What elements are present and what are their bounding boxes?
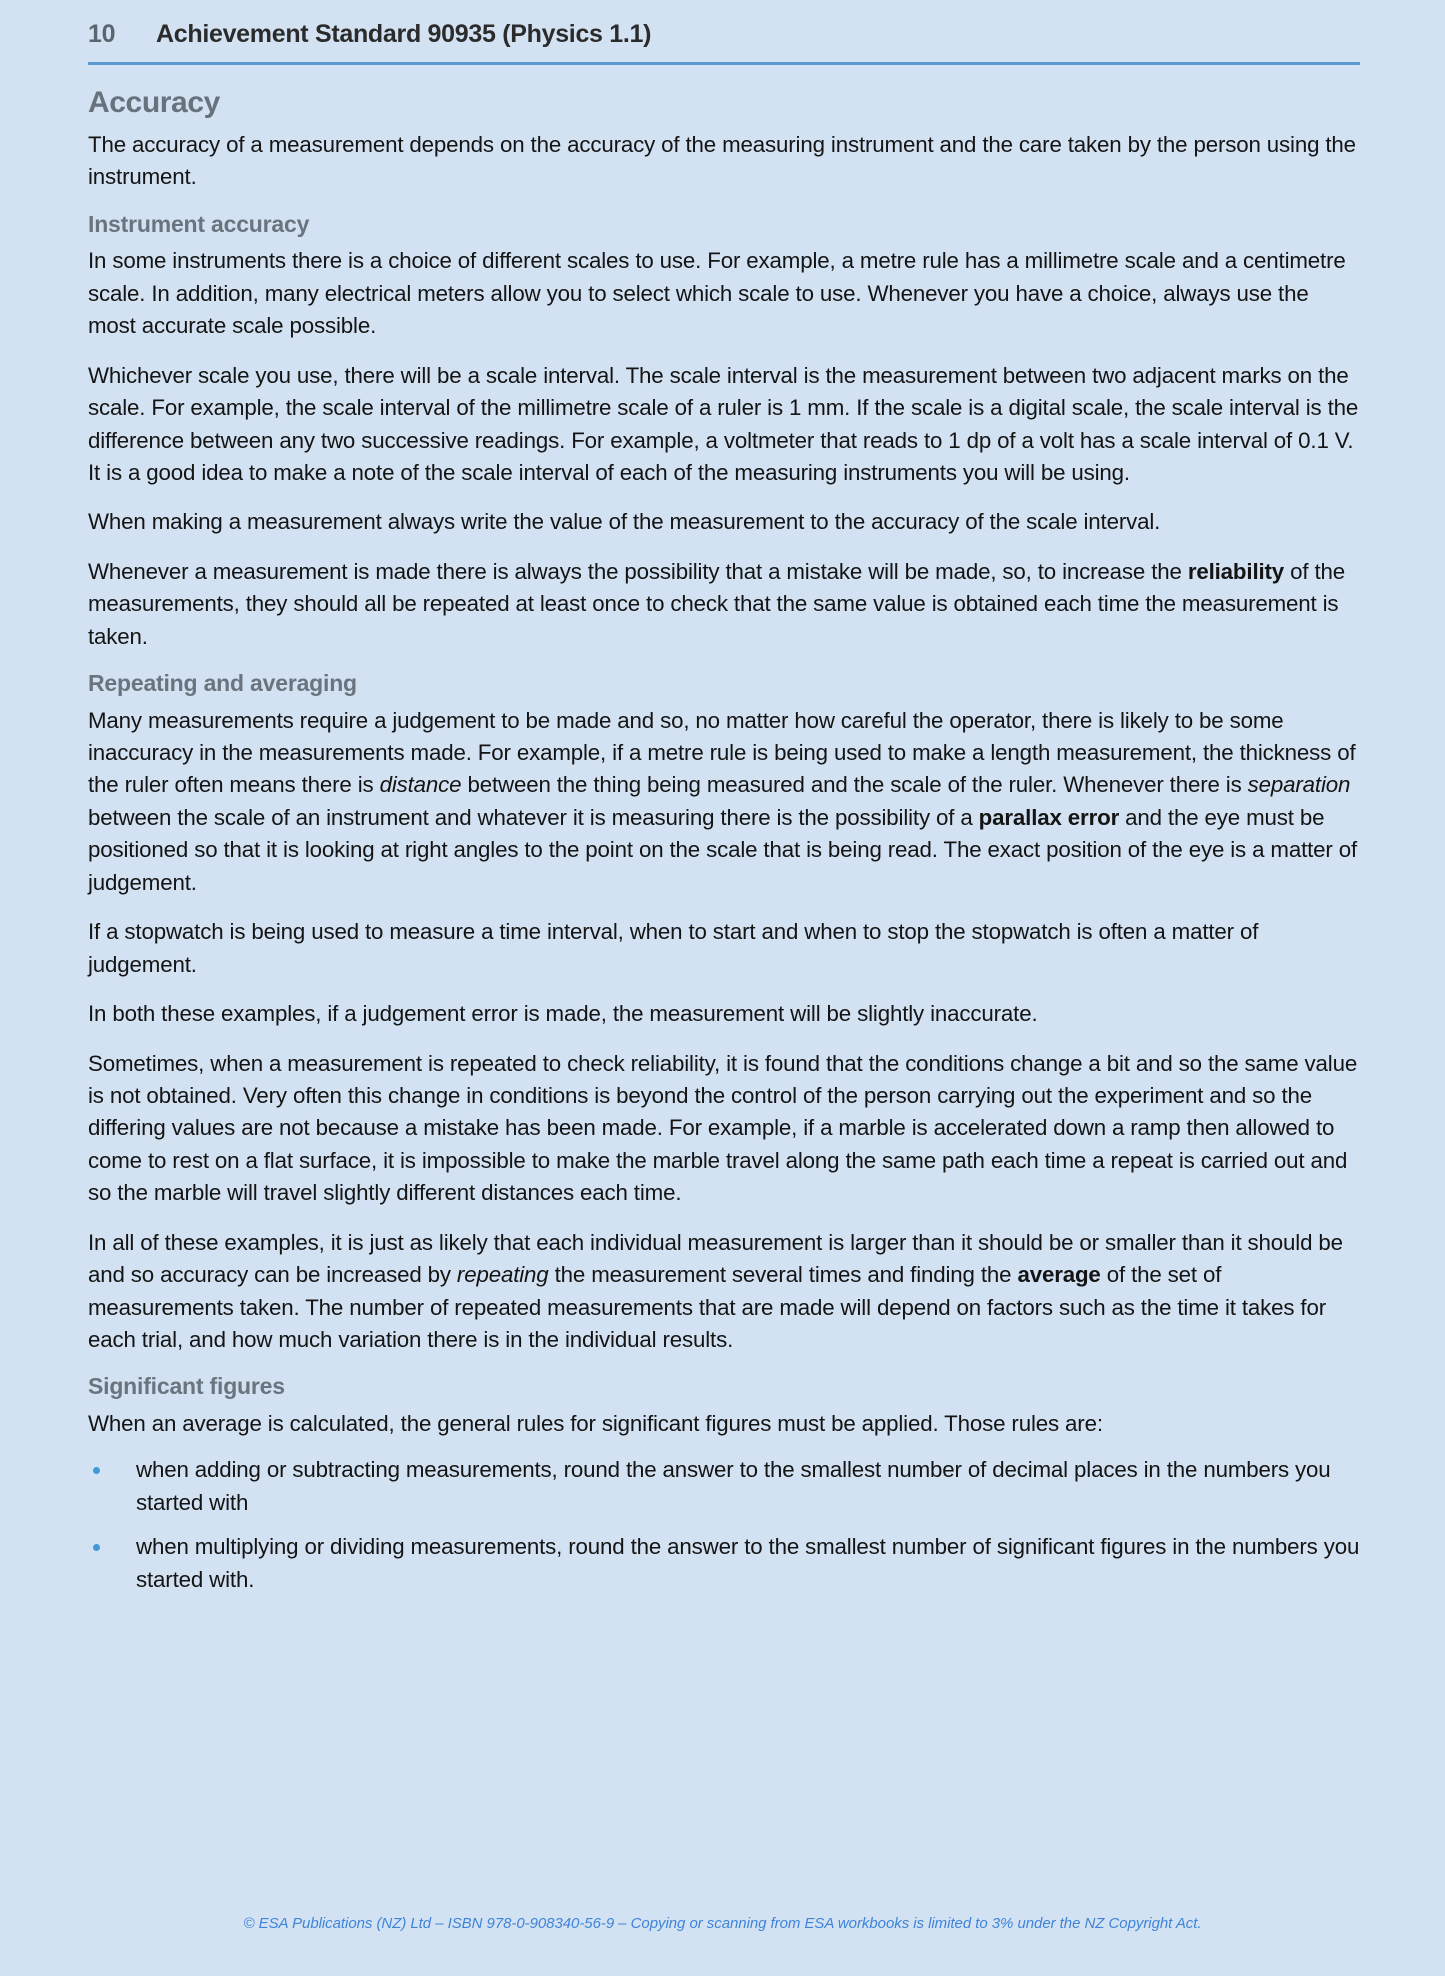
parallax-text-part3: between the scale of an instrument and whatever it is measuring there is the possibility of a	[88, 804, 979, 830]
bullet-dot-icon	[93, 1544, 100, 1551]
subheading-significant-figures: Significant figures	[88, 1373, 285, 1400]
paragraph-scale-interval: Whichever scale you use, there will be a scale interval. The scale interval is the measurement between two adjacent marks on the scale. For example, the scale interval of the millimetre scale of a ruler is 1 mm. If the scale is a digital scale, the scale interval is the difference between any two successive readings. For example, a voltmeter that reads to 1 dp of a volt has a scale interval of 0.1 V. It is a good idea to make a note of the scale interval of each of the measuring instruments you will be using.	[88, 362, 1359, 485]
paragraph-scales: In some instruments there is a choice of different scales to use. For example, a metre rule has a millimetre scale and a centimetre scale. In addition, many electrical meters allow you to select which scale to use. Whenever you have a choice, always use the most accurate scale possible.	[88, 248, 1346, 339]
bullet-dot-icon	[93, 1467, 100, 1474]
section-title-accuracy: Accuracy	[88, 86, 220, 119]
parallax-text-part4: and the eye must be positioned so that it is looking at right angles to the point on the scale that is being read. The exact position of the eye is a matter of judgement.	[88, 804, 1358, 895]
intro-paragraph: The accuracy of a measurement depends on the accuracy of the measuring instrument and the care taken by the person using the instrument.	[88, 132, 1356, 190]
paragraph-significant-figures-intro: When an average is calculated, the general rules for significant figures must be applied. Those rules are:	[88, 1410, 1103, 1436]
paragraph-parallax	[88, 705, 1360, 900]
paragraph-stopwatch: If a stopwatch is being used to measure a time interval, when to start and when to stop the stopwatch is often a matter of judgement.	[88, 919, 1259, 977]
reliability-text-after: of the measurements, they should all be repeated at least once to check that the same value is obtained each time the measurement is taken.	[88, 558, 1345, 649]
page-content	[88, 78, 1360, 1608]
paragraph-average	[88, 1227, 1360, 1357]
significant-figures-rules-list	[88, 1454, 1360, 1596]
parallax-italic-separation: separation	[1247, 772, 1351, 798]
list-item-text: when adding or subtracting measurements, round the answer to the smallest number of decimal places in the numbers you started with	[136, 1457, 1331, 1515]
list-item	[88, 1454, 1360, 1519]
list-item-text: when multiplying or dividing measurements, round the answer to the smallest number of significant figures in the numbers you started with.	[136, 1534, 1360, 1592]
list-item	[88, 1531, 1360, 1596]
average-bold-term: average	[1017, 1262, 1101, 1288]
header-title: Achievement Standard 90935 (Physics 1.1)	[156, 20, 652, 48]
parallax-italic-distance: distance	[379, 772, 462, 798]
subheading-instrument-accuracy: Instrument accuracy	[88, 210, 310, 237]
paragraph-judgement-error: In both these examples, if a judgement error is made, the measurement will be slightly inaccurate.	[88, 1001, 1038, 1027]
parallax-bold-term: parallax error	[978, 804, 1120, 830]
reliability-bold-term: reliability	[1187, 558, 1285, 584]
page-header	[88, 20, 1358, 49]
subheading-repeating-and-averaging: Repeating and averaging	[88, 670, 357, 697]
paragraph-reliability	[88, 556, 1360, 653]
average-text-part3: of the set of measurements taken. The number of repeated measurements that are made will depend on factors such as the time it takes for each trial, and how much variation there is in the individual results.	[88, 1262, 1327, 1352]
parallax-text-part2: between the thing being measured and the scale of the ruler. Whenever there is	[461, 772, 1248, 798]
parallax-text-part1: Many measurements require a judgement to be made and so, no matter how careful the operator, there is likely to be some inaccuracy in the measurements made. For example, if a metre rule is being used to make a length measurement, the thickness of the ruler often means there is	[88, 707, 1356, 798]
paragraph-write-value: When making a measurement always write the value of the measurement to the accuracy of the scale interval.	[88, 509, 1161, 535]
paragraph-conditions-change: Sometimes, when a measurement is repeated to check reliability, it is found that the conditions change a bit and so the same value is not obtained. Very often this change in conditions is beyond the control of the person carrying out the experiment and so the differing values are not because a mistake has been made. For example, if a marble is accelerated down a ramp then allowed to come to rest on a flat surface, it is impossible to make the marble travel along the same path each time a repeat is carried out and so the marble will travel slightly different distances each time.	[88, 1050, 1358, 1206]
reliability-text-before: Whenever a measurement is made there is always the possibility that a mistake will be made, so, to increase the	[88, 558, 1188, 584]
header-divider	[88, 62, 1360, 65]
average-text-part2: the measurement several times and finding the	[548, 1262, 1018, 1288]
page-footer: © ESA Publications (NZ) Ltd – ISBN 978-0-908340-56-9 – Copying or scanning from ESA workbooks is limited to 3% under the NZ Copyright Act.	[243, 1915, 1202, 1932]
average-italic-repeating: repeating	[456, 1262, 549, 1288]
page-number: 10	[88, 20, 116, 48]
average-text-part1: In all of these examples, it is just as likely that each individual measurement is larger than it should be or smaller than it should be and so accuracy can be increased by	[88, 1229, 1343, 1288]
